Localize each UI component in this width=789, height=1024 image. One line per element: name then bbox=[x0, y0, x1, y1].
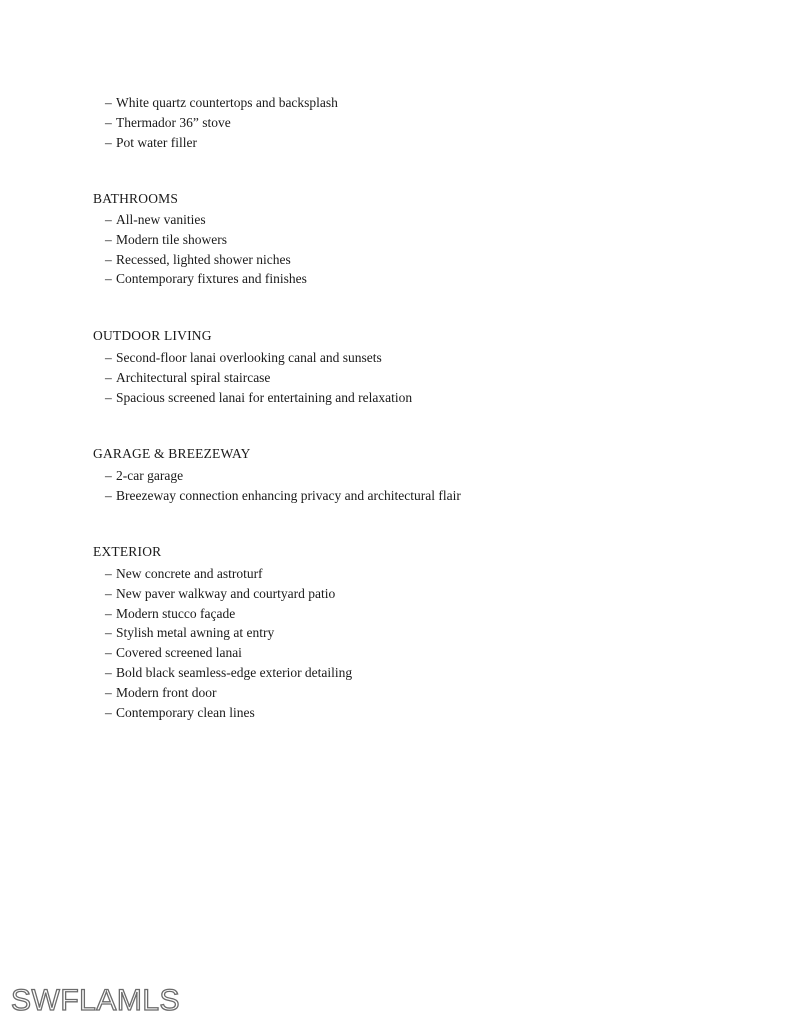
dash-bullet: – bbox=[105, 585, 112, 601]
list-item bbox=[0, 368, 412, 388]
section-heading-bathrooms: BATHROOMS bbox=[93, 191, 179, 206]
dash-bullet: – bbox=[105, 625, 112, 641]
list-item-text: 2-car garage bbox=[116, 468, 184, 483]
list-item bbox=[0, 133, 338, 153]
list-item-text: Bold black seamless-edge exterior detailing bbox=[116, 664, 353, 680]
dash-bullet: – bbox=[105, 684, 112, 700]
list-item-text: Contemporary clean lines bbox=[116, 704, 255, 720]
dash-bullet: – bbox=[105, 664, 112, 680]
list-item bbox=[0, 486, 461, 506]
kitchen-feature-list bbox=[0, 93, 338, 152]
list-item-text: Stylish metal awning at entry bbox=[116, 625, 275, 641]
list-item bbox=[0, 113, 338, 133]
dash-bullet: – bbox=[105, 271, 112, 287]
section-heading-exterior: EXTERIOR bbox=[93, 544, 162, 559]
dash-bullet: – bbox=[105, 95, 112, 110]
list-item bbox=[0, 623, 352, 643]
outdoor-feature-list bbox=[0, 348, 412, 407]
list-item-text: New paver walkway and courtyard patio bbox=[116, 585, 336, 601]
list-item bbox=[0, 230, 307, 250]
list-item bbox=[0, 388, 412, 408]
list-item-text: Recessed, lighted shower niches bbox=[116, 251, 291, 267]
list-item-text: Thermador 36” stove bbox=[116, 114, 231, 130]
list-item-text: Architectural spiral staircase bbox=[116, 369, 271, 385]
dash-bullet: – bbox=[105, 704, 112, 720]
list-item-text: New concrete and astroturf bbox=[116, 566, 263, 581]
list-item bbox=[0, 348, 412, 368]
dash-bullet: – bbox=[105, 605, 112, 621]
dash-bullet: – bbox=[105, 369, 112, 385]
list-item bbox=[0, 604, 352, 624]
list-item bbox=[0, 663, 352, 683]
list-item-text: Covered screened lanai bbox=[116, 645, 242, 661]
list-item-text: Spacious screened lanai for entertaining and relaxation bbox=[116, 389, 413, 405]
dash-bullet: – bbox=[105, 251, 112, 267]
dash-bullet: – bbox=[105, 134, 112, 150]
list-item bbox=[0, 703, 352, 723]
bathrooms-feature-list bbox=[0, 210, 307, 289]
dash-bullet: – bbox=[105, 212, 112, 227]
list-item bbox=[0, 269, 307, 289]
dash-bullet: – bbox=[105, 487, 112, 503]
list-item bbox=[0, 210, 307, 230]
list-item-text: Contemporary fixtures and finishes bbox=[116, 271, 307, 287]
list-item bbox=[0, 250, 307, 270]
dash-bullet: – bbox=[105, 114, 112, 130]
dash-bullet: – bbox=[105, 566, 112, 581]
dash-bullet: – bbox=[105, 231, 112, 247]
section-heading-garage-breezeway: GARAGE & BREEZEWAY bbox=[93, 446, 251, 461]
list-item bbox=[0, 683, 352, 703]
dash-bullet: – bbox=[105, 350, 112, 365]
swflamls-watermark: SWFLAMLS bbox=[11, 984, 181, 1017]
list-item-text: Breezeway connection enhancing privacy and architectural flair bbox=[116, 487, 461, 503]
list-item-text: Modern front door bbox=[116, 684, 217, 700]
list-item-text: Pot water filler bbox=[116, 134, 197, 150]
list-item-text: Modern tile showers bbox=[116, 231, 227, 247]
garage-feature-list bbox=[0, 466, 461, 506]
list-item bbox=[0, 584, 352, 604]
list-item bbox=[0, 93, 338, 113]
dash-bullet: – bbox=[105, 645, 112, 661]
exterior-feature-list bbox=[0, 564, 352, 722]
list-item bbox=[0, 643, 352, 663]
list-item-text: Modern stucco façade bbox=[116, 605, 236, 621]
dash-bullet: – bbox=[105, 389, 112, 405]
list-item-text: All-new vanities bbox=[116, 212, 206, 227]
list-item-text: Second-floor lanai overlooking canal and sunsets bbox=[116, 350, 382, 365]
list-item bbox=[0, 564, 352, 584]
section-heading-outdoor-living: OUTDOOR LIVING bbox=[93, 328, 212, 343]
list-item bbox=[0, 466, 461, 486]
list-item-text: White quartz countertops and backsplash bbox=[116, 95, 338, 110]
dash-bullet: – bbox=[105, 468, 112, 483]
